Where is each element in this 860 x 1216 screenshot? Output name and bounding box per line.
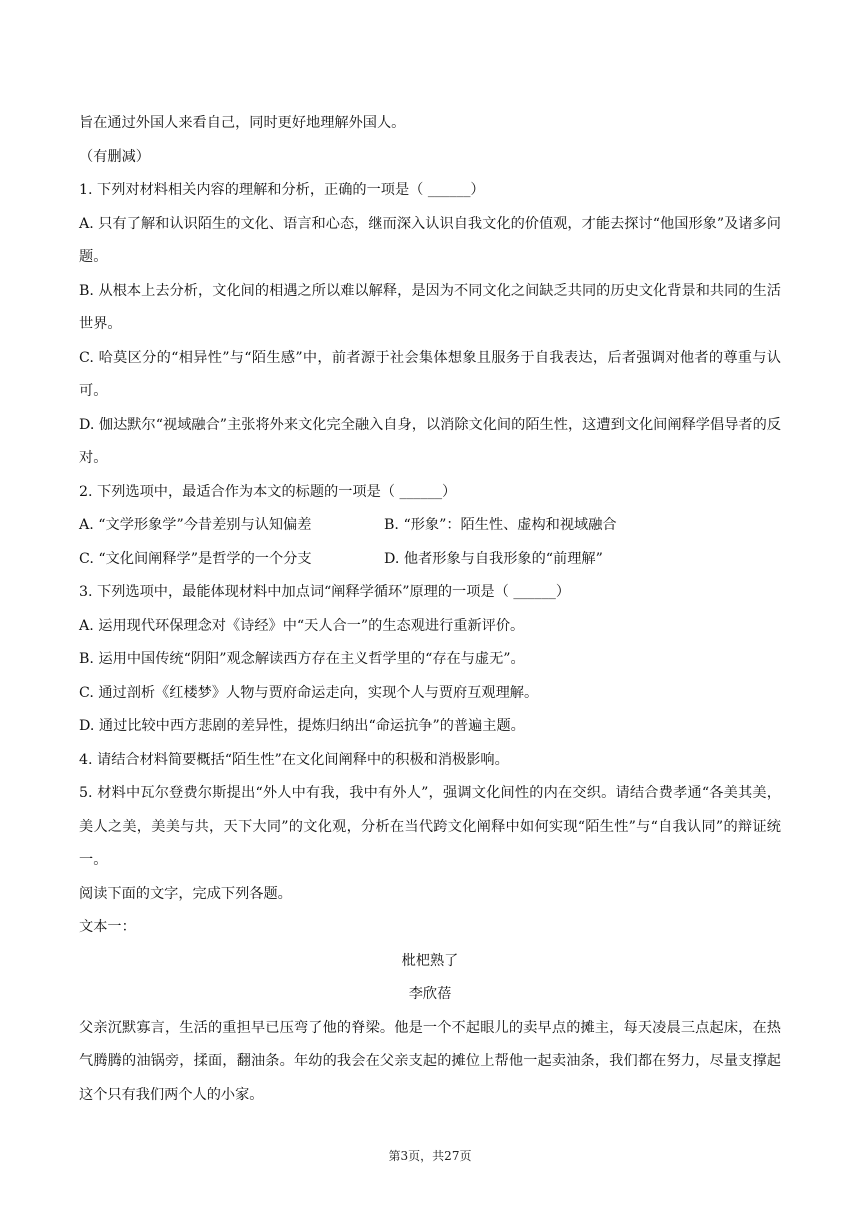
article-paragraph: 父亲沉默寡言，生活的重担早已压弯了他的脊梁。他是一个不起眼儿的卖早点的摊主，每天凌晨三点起床，在热气腾腾的油锅旁，揉面，翻油条。年幼的我会在父亲支起的摊位上帮他一起卖油条，我们都在努力，尽量支撑起这个只有我们两个人的小家。 <box>79 1019 781 1103</box>
question-1-option-d: D. 伽达默尔“视域融合”主张将外来文化完全融入自身，以消除文化间的陌生性，这遭到文化间阐释学倡导者的反对。 <box>79 416 781 466</box>
question-2-stem: 2. 下列选项中，最适合作为本文的标题的一项是（ ______） <box>79 483 457 500</box>
question-2-option-b: B. “形象”：陌生性、虚构和视域融合 <box>384 517 617 533</box>
question-2-option-a: A. “文学形象学”今昔差别与认知偏差 <box>79 517 312 533</box>
question-2-options-row-2 <box>79 543 781 577</box>
question-2-option-d: D. 他者形象与自我形象的“前理解” <box>384 550 603 567</box>
question-4-stem: 4. 请结合材料简要概括“陌生性”在文化间阐释中的积极和消极影响。 <box>79 751 509 768</box>
question-3-option-a: A. 运用现代环保理念对《诗经》中“天人合一”的生态观进行重新评价。 <box>79 617 525 634</box>
question-3-option-c: C. 通过剖析《红楼梦》人物与贾府命运走向，实现个人与贾府互观理解。 <box>79 684 539 701</box>
question-1-option-a: A. 只有了解和认识陌生的文化、语言和心态，继而深入认识自我文化的价值观，才能去探讨“他国形象”及诸多问题。 <box>79 215 781 265</box>
question-1-stem: 1. 下列对材料相关内容的理解和分析，正确的一项是（ ______） <box>79 182 485 198</box>
question-3-option-d: D. 通过比较中西方悲剧的差异性，提炼归纳出“命运抗争”的普遍主题。 <box>79 718 525 734</box>
question-3-stem: 3. 下列选项中，最能体现材料中加点词“阐释学循环”原理的一项是（ ______） <box>79 584 571 600</box>
question-3-option-b: B. 运用中国传统“阴阳”观念解读西方存在主义哲学里的“存在与虚无”。 <box>79 651 525 667</box>
text-one-label: 文本一： <box>79 919 136 935</box>
question-1-option-b: B. 从根本上去分析，文化间的相遇之所以难以解释，是因为不同文化之间缺乏共同的历史文化背景和共同的生活世界。 <box>79 282 781 332</box>
question-2-option-c: C. “文化间阐释学”是哲学的一个分支 <box>79 550 312 567</box>
page-number-footer: 第3页，共27页 <box>388 1149 472 1163</box>
article-title: 枇杷熟了 <box>401 952 459 969</box>
question-1-option-c: C. 哈莫区分的“相异性”与“陌生感”中，前者源于社会集体想象且服务于自我表达，后者强调对他者的尊重与认可。 <box>79 349 781 399</box>
article-author: 李欣蓓 <box>408 986 452 1002</box>
question-5-stem: 5. 材料中瓦尔登费尔斯提出“外人中有我，我中有外人”，强调文化间性的内在交织。请结合费孝通“各美其美，美人之美，美美与共，天下大同”的文化观，分析在当代跨文化阐释中如何实现“陌生性”与“自我认同”的辩证统一。 <box>79 785 781 868</box>
reading-instruction: 阅读下面的文字，完成下列各题。 <box>79 885 292 902</box>
intro-line: 旨在通过外国人来看自己，同时更好地理解外国人。 <box>79 115 406 131</box>
abridged-note: （有删减） <box>79 148 150 165</box>
page-content <box>79 107 781 1112</box>
question-2-options-row-1 <box>79 509 781 543</box>
